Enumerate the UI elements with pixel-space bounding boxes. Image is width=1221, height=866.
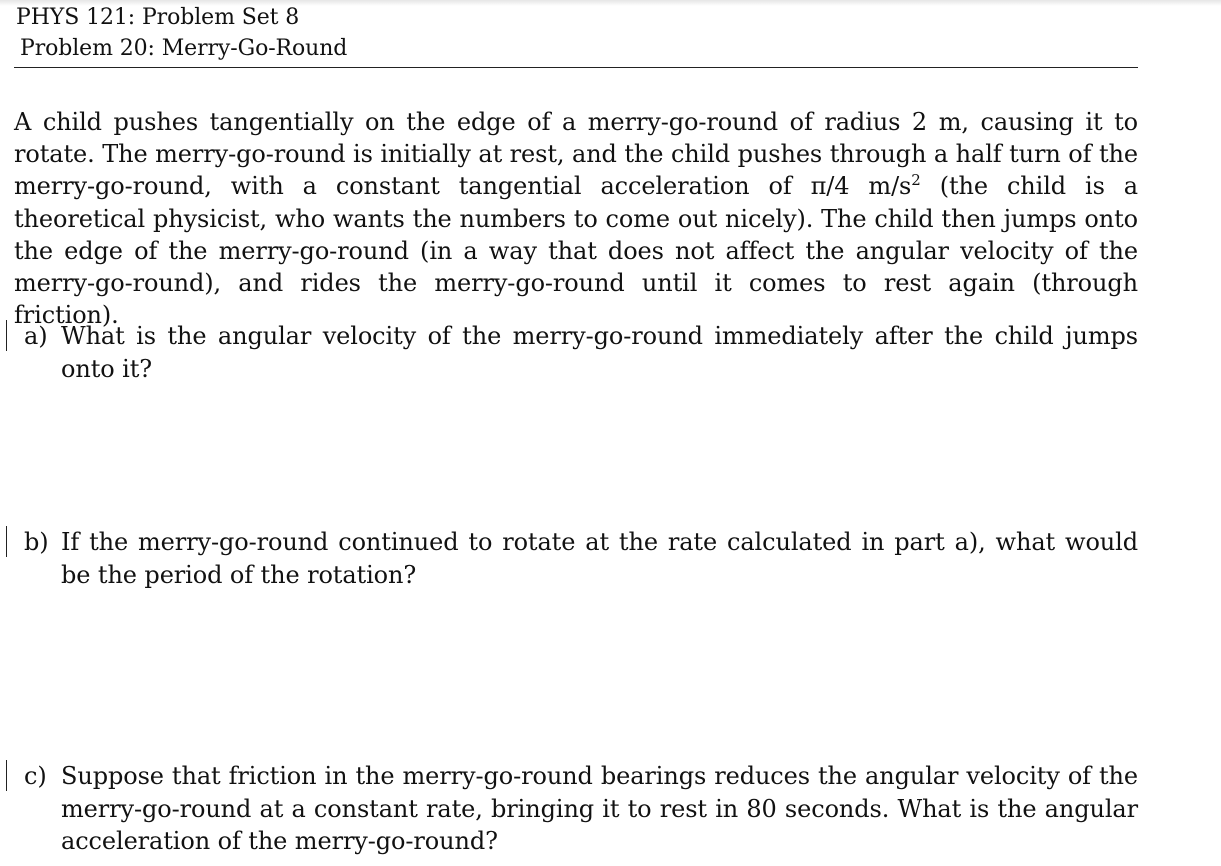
acceleration-exponent: 2 (911, 171, 921, 190)
part-a-question: What is the angular velocity of the merry-go-round immediately after the child jumps onto it? (61, 322, 1138, 383)
header-rule (14, 67, 1138, 68)
course-title: PHYS 121: Problem Set 8 (16, 5, 300, 30)
page-header (14, 2, 1138, 64)
part-c-margin-bar (0, 760, 7, 791)
part-b (24, 526, 1138, 591)
part-b-marker: b) (24, 528, 49, 556)
part-a (24, 320, 1138, 385)
part-c-marker: c) (24, 762, 47, 790)
problem-title: Problem 20: Merry-Go-Round (20, 36, 348, 61)
statement-intro: A child pushes tangentially on the edge of a merry-go-round of radius 2 m, causing it to rotate. The merry-go-round is initially at rest, and the child pushes through a half turn of the merry-go-round, with a constant tangential acceleration of π/4 m/s (14, 108, 1138, 201)
part-a-margin-bar (0, 320, 7, 351)
part-b-margin-bar (0, 526, 7, 557)
part-c-question: Suppose that friction in the merry-go-round bearings reduces the angular velocity of the merry-go-round at a constant rate, bringing it to rest in 80 seconds. What is the angular acceleration of the merry-go-round? (61, 762, 1138, 855)
part-a-marker: a) (24, 322, 48, 350)
part-b-question: If the merry-go-round continued to rotate at the rate calculated in part a), what would be the period of the rotation? (61, 528, 1138, 589)
problem-statement (14, 106, 1138, 331)
statement-rest: (the child is a theoretical physicist, who wants the numbers to come out nicely). The child then jumps onto the edge of the merry-go-round (in a way that does not affect the angular velocity of the merry-go-round), and rides the merry-go-round until it comes to rest again (through friction). (14, 172, 1138, 330)
part-c (24, 760, 1138, 858)
